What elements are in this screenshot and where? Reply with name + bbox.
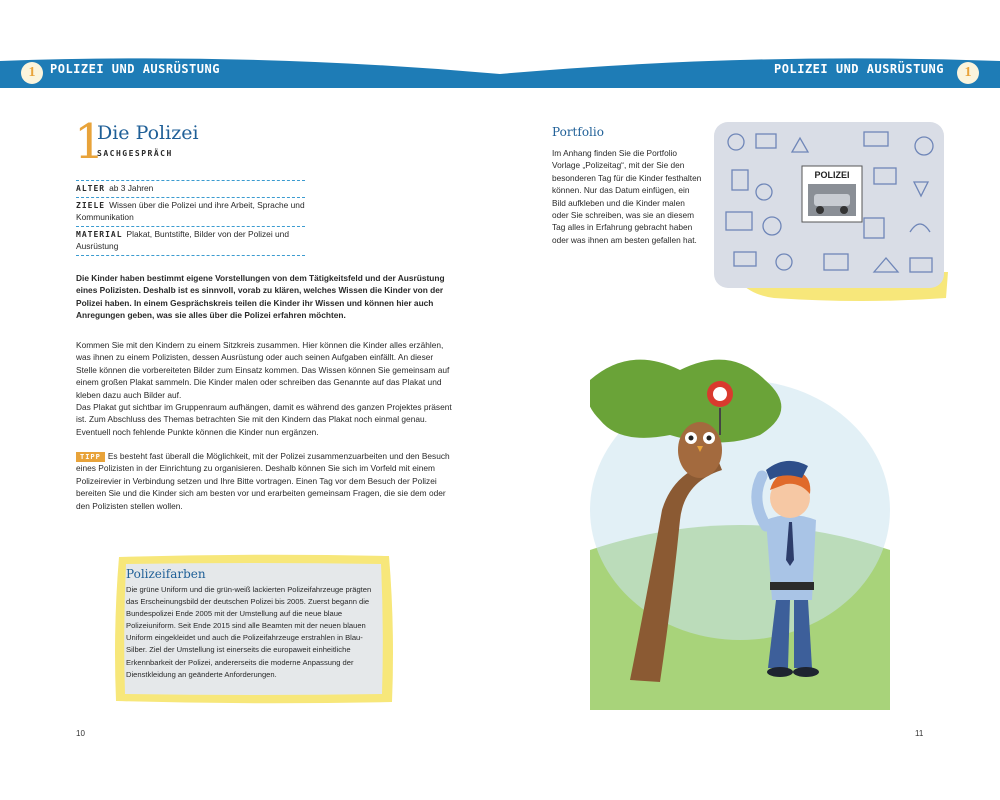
portfolio-text: Im Anhang finden Sie die Portfolio Vorlage „Polizeitag“, mit der Sie den besonderen Tag für die Kinder festhalten können. Nur das Datum einfügen, ein Bild aufkleben und die Kinder malen oder Sie schreiben, was sie an diesem Tag alles in Erfahrung gebracht haben oder was ihnen am besten gefallen hat. bbox=[552, 148, 702, 245]
chapter-badge-left: 1 bbox=[21, 62, 43, 84]
tipp-text: Es besteht fast überall die Möglichkeit, mit der Polizei zusammenzuarbeiten und den Besuch eines Polizisten in der Einrichtung zu organisieren. Deshalb können Sie sich im Vorfeld mit einem Polizeirevier in Verbindung setzen und Ihre Bitte vortragen. Einen Tag vor dem Besuch der Polizei bereiten Sie und die Kinder sich am besten vor und erarbeiten gemeinsam Fragen, die sie dem oder den Polizisten stellen wollen. bbox=[76, 451, 450, 511]
meta-row-material bbox=[76, 226, 305, 256]
body-paragraphs bbox=[76, 339, 453, 438]
poster-photo bbox=[714, 122, 950, 302]
meta-value: ab 3 Jahren bbox=[109, 183, 154, 193]
meta-value: Plakat, Buntstifte, Bilder von der Polizei und Ausrüstung bbox=[76, 228, 290, 251]
meta-row-ziele bbox=[76, 197, 305, 226]
header-band bbox=[0, 0, 1000, 95]
portfolio-title: Portfolio bbox=[552, 125, 604, 139]
meta-row-alter bbox=[76, 180, 305, 197]
page-number-right: 11 bbox=[915, 729, 924, 738]
chapter-badge-right: 1 bbox=[957, 62, 979, 84]
meta-table bbox=[76, 180, 305, 256]
page-subtitle: SACHGESPRÄCH bbox=[97, 149, 173, 158]
meta-key: MATERIAL bbox=[76, 229, 123, 239]
intro-paragraph: Die Kinder haben bestimmt eigene Vorstellungen von dem Tätigkeitsfeld und der Ausrüstung eines Polizisten. Deshalb ist es sinnvoll, vorab zu klären, welches Wissen die Kinder von der Polizei haben. In einem Gesprächskreis teilen die Kinder ihr Wissen und können hier auch Anregungen geben, was sie alles über die Polizei erfahren möchten. bbox=[76, 273, 445, 321]
policeman-belt bbox=[770, 582, 814, 590]
page-title: Die Polizei bbox=[97, 122, 199, 144]
page-number-left: 10 bbox=[76, 729, 85, 738]
info-box-title: Polizeifarben bbox=[126, 567, 206, 581]
tipp-label: TIPP bbox=[76, 452, 105, 462]
running-title-right: POLIZEI UND AUSRÜSTUNG bbox=[774, 62, 944, 76]
chapter-number: 1 bbox=[74, 114, 105, 170]
body-paragraph: Das Plakat gut sichtbar im Gruppenraum aufhängen, damit es während des ganzen Projektes präsent ist. Zum Abschluss des Themas betrachten Sie mit den Kindern das Plakat noch einmal genau. Eventuell noch fehlende Punkte können die Kinder nun ergänzen. bbox=[76, 402, 452, 437]
meta-key: ALTER bbox=[76, 184, 106, 193]
info-box bbox=[113, 553, 395, 705]
info-box-text: Die grüne Uniform und die grün-weiß lackierten Polizeifahrzeuge prägten das Erscheinungsbild der deutschen Polizei bis 2005. Zuerst begann die Bundespolizei Ende 2005 mit der Umstellung auf die neue blaue Polizeiuniform. Seit Ende 2015 sind alle Beamten mit der neuen blauen Uniform eingekleidet und auch die Polizeifahrzeuge erstrahlen in Blau-Silber. Ziel der Umstellung ist einerseits die europaweit einheitliche Erkennbarkeit der Polizei, andererseits die moderne Anpassung der Dienstkleidung an geänderte Anforderungen. bbox=[126, 585, 372, 679]
body-paragraph: Kommen Sie mit den Kindern zu einem Sitzkreis zusammen. Hier können die Kinder alles erzählen, was ihnen zu einem Polizisten, dessen Ausrüstung oder auch seinen Aufgaben einfällt. An dieser Stelle können die vorbereiteten Bilder zum Einsatz kommen. Das Wissen können Sie gemeinsam auf einem großen Plakat sammeln. Die Kinder malen oder schreiben das Genannte auf das Plakat und kleben dazu auch Bilder auf. bbox=[76, 340, 450, 400]
meta-value: Wissen über die Polizei und ihre Arbeit, Sprache und Kommunikation bbox=[76, 199, 305, 222]
meta-key: ZIELE bbox=[76, 200, 106, 210]
poster-label: POLIZEI bbox=[814, 170, 850, 180]
running-title-left: POLIZEI UND AUSRÜSTUNG bbox=[50, 62, 220, 76]
tipp-paragraph bbox=[76, 450, 453, 512]
police-illustration bbox=[590, 350, 890, 710]
